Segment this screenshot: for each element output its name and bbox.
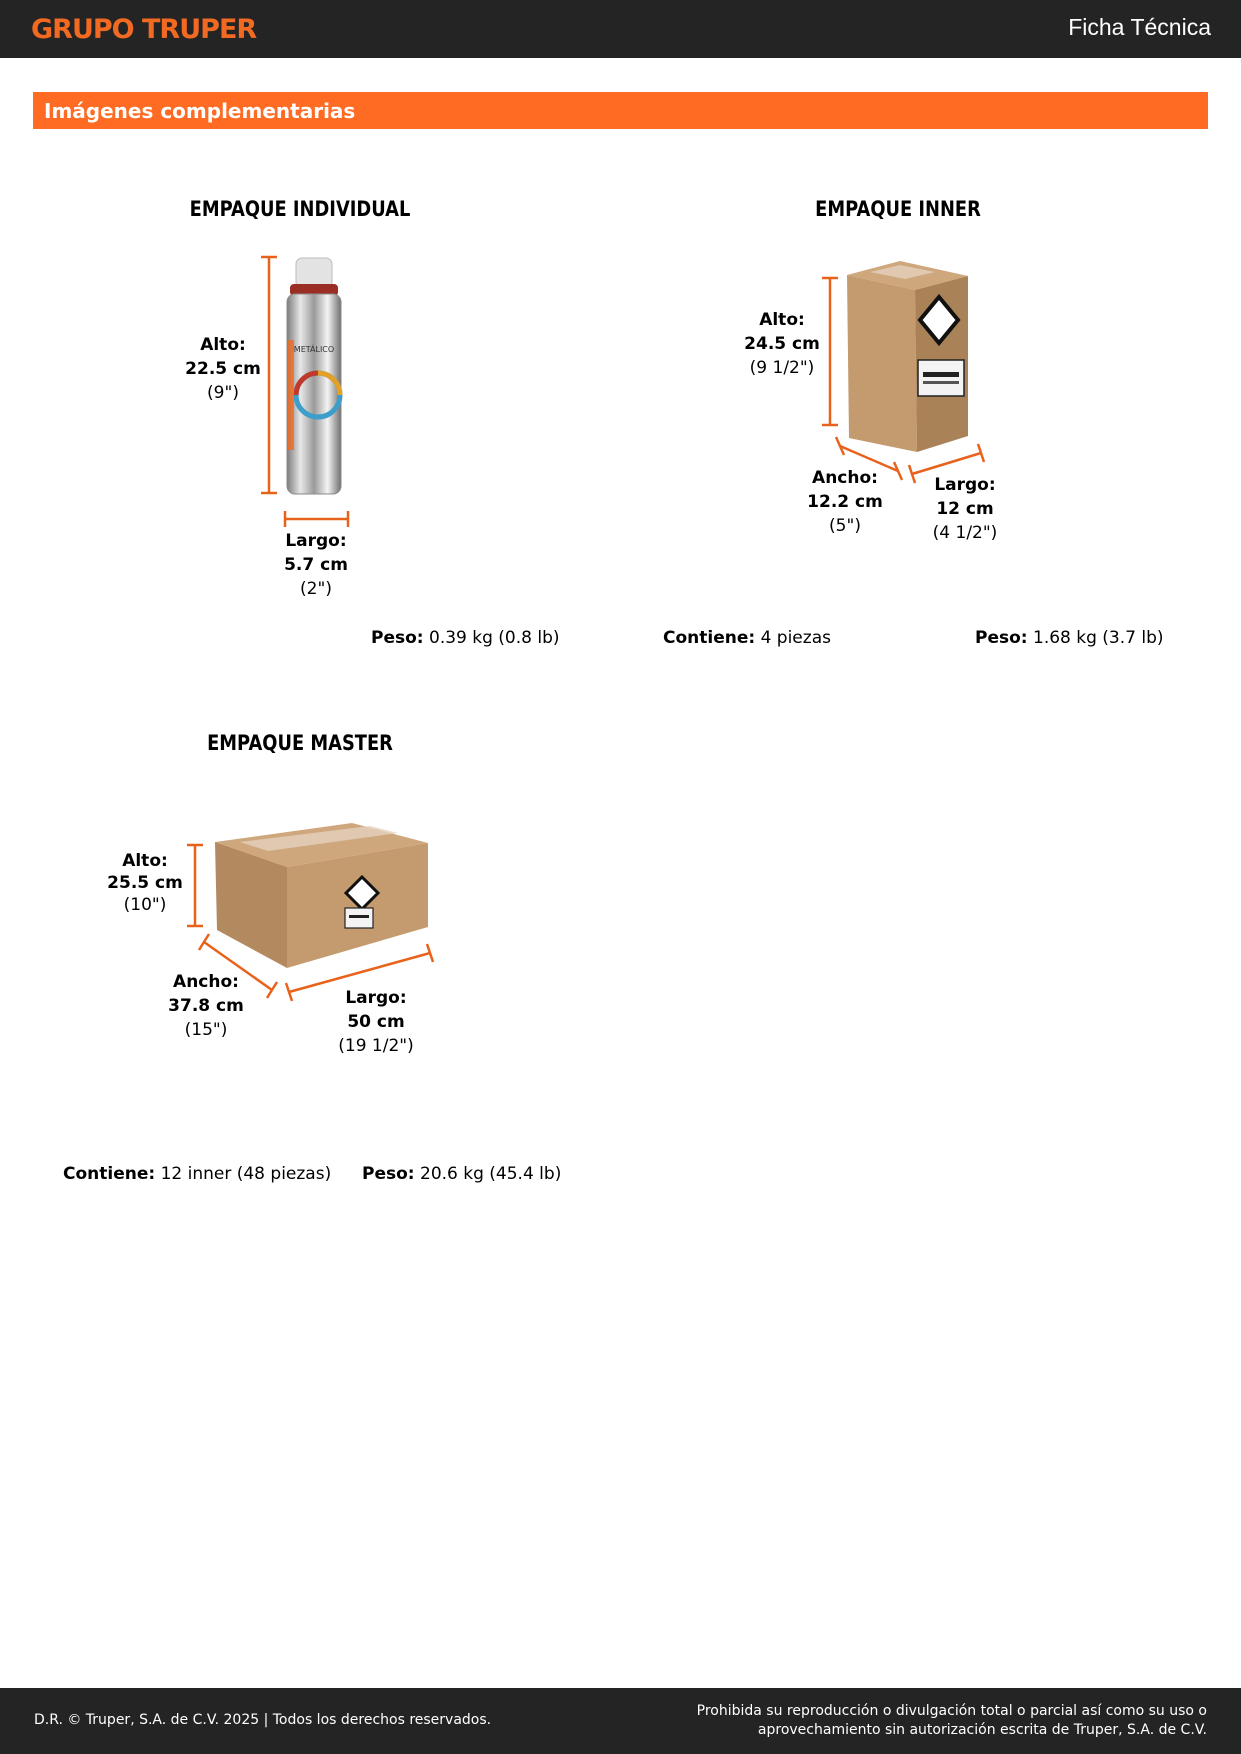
master-width-imperial: (15") — [184, 1020, 228, 1040]
individual-height-label — [173, 333, 273, 405]
inner-contents-label: Contiene: — [663, 628, 756, 648]
inner-width-label — [795, 466, 895, 538]
inner-width-value: 12.2 cm — [807, 492, 883, 512]
master-weight-label: Peso: — [362, 1164, 415, 1184]
individual-length-imperial: (2") — [300, 579, 332, 599]
section-title: Imágenes complementarias — [44, 99, 356, 123]
inner-weight-value: 1.68 kg (3.7 lb) — [1033, 628, 1164, 648]
footer-legal-line-2: aprovechamiento sin autorización escrita de Truper, S.A. de C.V. — [757, 1722, 1207, 1738]
master-height-label — [95, 850, 195, 916]
master-width-value: 37.8 cm — [168, 996, 244, 1016]
brand-logo: GRUPO TRUPER — [31, 14, 257, 45]
master-height-value: 25.5 cm — [107, 873, 183, 893]
individual-weight — [371, 628, 560, 648]
master-height-caption: Alto: — [122, 851, 168, 871]
master-contents — [63, 1164, 331, 1184]
master-box-image — [215, 823, 428, 968]
inner-weight — [975, 628, 1164, 648]
individual-length-value: 5.7 cm — [284, 555, 348, 575]
footer-copyright: D.R. © Truper, S.A. de C.V. 2025 | Todos los derechos reservados. — [34, 1712, 492, 1728]
inner-length-value: 12 cm — [936, 499, 994, 519]
master-length-value: 50 cm — [347, 1012, 405, 1032]
inner-height-caption: Alto: — [759, 310, 805, 330]
inner-height-label — [732, 308, 832, 380]
individual-height-imperial: (9") — [207, 383, 239, 403]
master-length-caption: Largo: — [345, 988, 407, 1008]
inner-box-image — [847, 261, 968, 452]
footer-legal-notice — [697, 1702, 1207, 1740]
inner-length-label — [915, 473, 1015, 545]
master-width-caption: Ancho: — [173, 972, 239, 992]
master-length-label — [326, 986, 426, 1058]
document-title: Ficha Técnica — [1068, 14, 1211, 40]
page-footer — [0, 1688, 1241, 1754]
can-label-text: METÁLICO — [293, 345, 335, 354]
individual-title: EMPAQUE INDIVIDUAL — [189, 197, 411, 221]
inner-length-caption: Largo: — [934, 475, 996, 495]
master-contents-value: 12 inner (48 piezas) — [160, 1164, 332, 1184]
master-height-imperial: (10") — [123, 895, 167, 915]
individual-length-measure — [285, 511, 348, 527]
inner-contents — [663, 628, 831, 648]
inner-height-imperial: (9 1/2") — [749, 358, 815, 378]
inner-contents-value: 4 piezas — [760, 628, 831, 648]
individual-weight-label: Peso: — [371, 628, 424, 648]
individual-length-caption: Largo: — [285, 531, 347, 551]
footer-legal-line-1: Prohibida su reproducción o divulgación total o parcial así como su uso o — [696, 1703, 1207, 1719]
individual-height-value: 22.5 cm — [185, 359, 261, 379]
master-contents-label: Contiene: — [63, 1164, 156, 1184]
inner-height-value: 24.5 cm — [744, 334, 820, 354]
spray-can-image — [287, 258, 341, 494]
inner-width-imperial: (5") — [829, 516, 861, 536]
master-width-label — [156, 970, 256, 1042]
individual-weight-value: 0.39 kg (0.8 lb) — [429, 628, 560, 648]
master-weight-value: 20.6 kg (45.4 lb) — [420, 1164, 562, 1184]
inner-weight-label: Peso: — [975, 628, 1028, 648]
individual-height-caption: Alto: — [200, 335, 246, 355]
inner-title: EMPAQUE INNER — [815, 197, 981, 221]
inner-length-imperial: (4 1/2") — [932, 523, 998, 543]
inner-width-caption: Ancho: — [812, 468, 878, 488]
individual-length-label — [266, 529, 366, 601]
master-weight — [362, 1164, 561, 1184]
master-title: EMPAQUE MASTER — [207, 731, 393, 755]
master-length-imperial: (19 1/2") — [338, 1036, 414, 1056]
